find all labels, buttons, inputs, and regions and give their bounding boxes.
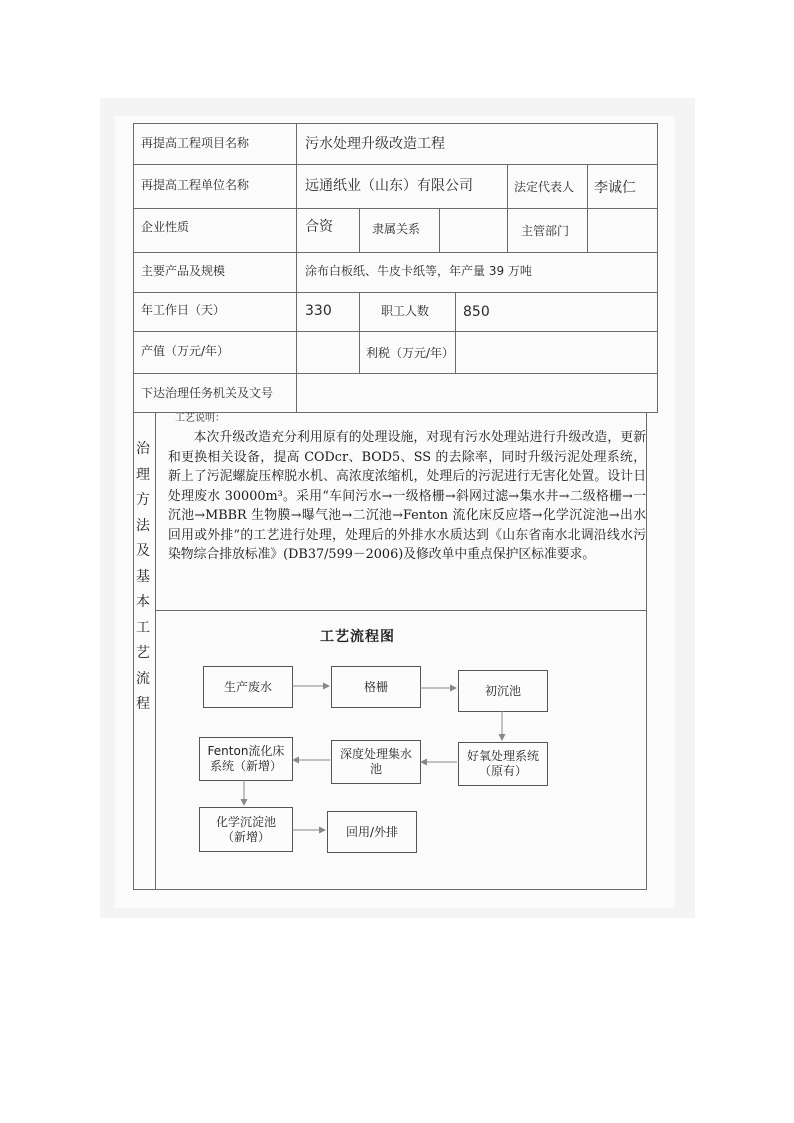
- affiliation-label: 隶属关系: [372, 222, 421, 236]
- process-description: 本次升级改造充分利用原有的处理设施，对现有污水处理站进行升级改造，更新和更换相关设备，提高 CODcr、BOD5、SS 的去除率，同时升级污泥处理系统，新上了污泥螺旋压榨脱水机、高浓度浓缩机，处理后的污泥进行无害化处置。设计日处理废水 30000m³。采用“车间污水→一级格栅→斜网过滤→集水井→二级格栅→一沉池→MBBR 生物膜→曝气池→二沉池→Fenton 流化床反应塔→化学沉淀池→出水回用或外排”的工艺进行处理，处理后的外排水水质达到《山东省南水北调沿线水污染物综合排放标准》(DB37/599－2006)及修改单中重点保护区标准要求。: [168, 430, 646, 562]
- flow-node-reuse-discharge: 回用/外排: [327, 811, 417, 853]
- flow-node-primary-clarifier: 初沉池: [458, 670, 548, 712]
- issuing-authority-label: 下达治理任务机关及文号: [141, 386, 274, 400]
- staff-count-value: 850: [463, 304, 490, 320]
- profit-tax-label: 利税（万元/年）: [366, 346, 455, 360]
- unit-name-value: 远通纸业（山东）有限公司: [305, 178, 473, 194]
- project-name-value: 污水处理升级改造工程: [305, 136, 445, 152]
- legal-rep-value: 李诚仁: [594, 180, 636, 196]
- enterprise-nature-value: 合资: [305, 219, 333, 235]
- enterprise-nature-label: 企业性质: [141, 220, 190, 234]
- main-products-value: 涂布白板纸、牛皮卡纸等，年产量 39 万吨: [305, 264, 532, 278]
- staff-count-label: 职工人数: [381, 304, 430, 318]
- flow-node-fenton: Fenton流化床 系统（新增）: [199, 737, 293, 781]
- flow-node-grille: 格栅: [331, 666, 421, 708]
- flow-node-deep-treatment-tank: 深度处理集水 池: [331, 740, 421, 784]
- flow-node-wastewater: 生产废水: [203, 666, 293, 708]
- unit-name-label: 再提高工程单位名称: [141, 178, 250, 192]
- project-name-label: 再提高工程项目名称: [141, 136, 250, 150]
- flow-node-chemical-precipitation: 化学沉淀池 （新增）: [199, 807, 293, 852]
- flow-chart-title: 工艺流程图: [320, 629, 395, 645]
- working-days-label: 年工作日（天）: [141, 303, 226, 317]
- supervising-dept-label: 主管部门: [521, 224, 570, 238]
- main-products-label: 主要产品及规模: [141, 264, 226, 278]
- section-vertical-label: 治 理 方 法 及 基 本 工 艺 流 程: [136, 441, 150, 712]
- process-description-label: 工艺说明：: [175, 413, 225, 424]
- flow-node-aerobic-system: 好氧处理系统 （原有）: [458, 742, 548, 786]
- working-days-value: 330: [305, 303, 332, 319]
- output-value-label: 产值（万元/年）: [141, 344, 230, 358]
- legal-rep-label: 法定代表人: [514, 180, 575, 194]
